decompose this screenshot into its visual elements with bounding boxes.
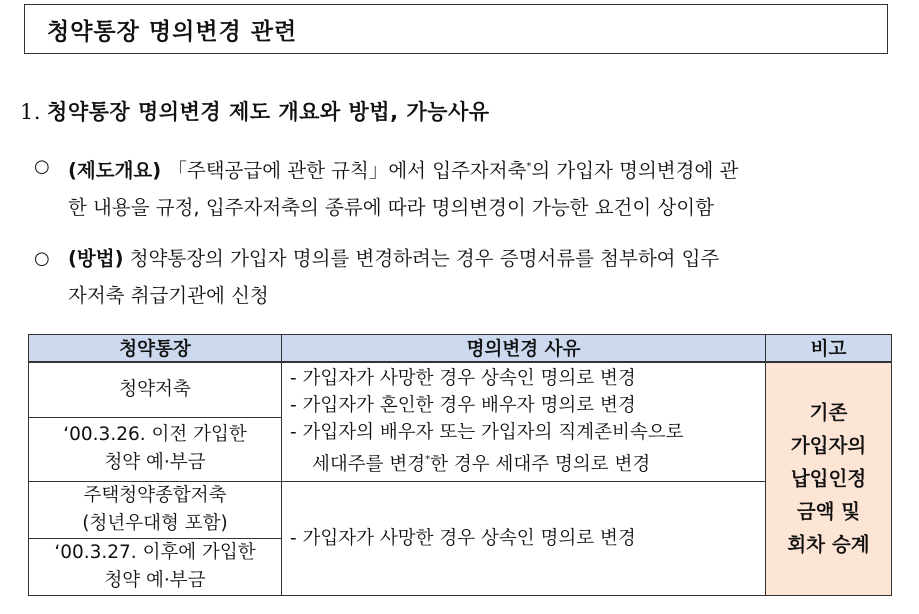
page-title-box [24,4,888,54]
bullet-method [34,240,894,316]
table-row [29,362,892,417]
circle-bullet-icon: ○ [34,156,50,177]
bullet-overview-label: (제도개요) [68,159,162,182]
reason-line: - 가입자가 혼인한 경우 배우자 명의로 변경 [290,395,636,417]
section-heading [20,96,490,126]
note-cell [766,362,892,595]
account-line: (청년우대형 포함) [82,512,228,534]
bullet-overview [34,148,894,224]
reason-line: - 가입자의 배우자 또는 가입자의 직계존비속으로 [290,422,684,444]
bullet-overview-text [68,148,894,226]
section-number: 1. [20,100,42,124]
reason-line [290,446,765,478]
reason-line-a: 세대주를 변경 [312,454,426,476]
note-line: 금액 및 [796,500,861,524]
header-account: 청약통장 [29,335,282,363]
header-reason: 명의변경 사유 [282,335,766,363]
account-line: ‘00.3.26. 이전 가입한 [63,424,247,445]
account-cell [29,481,282,538]
bullet-overview-line1-a: 「주택공급에 관한 규칙」에서 입주자저축 [161,159,527,182]
bullet-method-line2: 자저축 취급기관에 신청 [68,284,269,307]
footnote-marker: * [526,161,532,172]
bullet-overview-line2: 한 내용을 규정, 입주자저축의 종류에 따라 명의변경이 가능한 요건이 상이함 [68,196,714,219]
account-cell [29,417,282,481]
reason-cell-group1 [282,362,766,481]
note-line: 회차 승계 [787,533,870,557]
table-header-row [29,335,892,363]
bullet-overview-line1-b: 의 가입자 명의변경에 관 [531,159,739,182]
account-line: 청약 예·부금 [104,569,206,591]
bullet-method-line1-text: 청약통장의 가입자 명의를 변경하려는 경우 증명서류를 첨부하여 입주 [123,247,720,270]
reason-line-b: 한 경우 세대주 명의로 변경 [430,454,651,476]
footnote-marker: * [425,454,431,466]
bullet-method-label: (방법) [68,247,124,270]
reason-line: - 가입자가 사망한 경우 상속인 명의로 변경 [290,368,636,390]
bullet-method-text [68,240,894,314]
page-title: 청약통장 명의변경 관련 [47,18,298,45]
name-change-table [28,334,892,596]
note-line: 납입인정 [790,467,867,491]
note-line: 기존 [809,401,848,425]
account-line: ‘00.3.27. 이후에 가입한 [54,541,256,563]
table-row [29,481,892,538]
account-cell: 청약저축 [29,362,282,417]
account-line: 청약 예·부금 [104,452,206,473]
section-heading-text: 청약통장 명의변경 제도 개요와 방법, 가능사유 [47,100,490,124]
reason-cell-group2: - 가입자가 사망한 경우 상속인 명의로 변경 [282,481,766,595]
header-note: 비고 [766,335,892,363]
bullet-method-line1 [68,240,894,277]
circle-bullet-icon: ○ [34,248,50,269]
note-line: 가입자의 [790,434,867,458]
account-cell [29,538,282,595]
account-line: 주택청약종합저축 [83,484,227,506]
bullet-overview-line1 [68,148,894,189]
